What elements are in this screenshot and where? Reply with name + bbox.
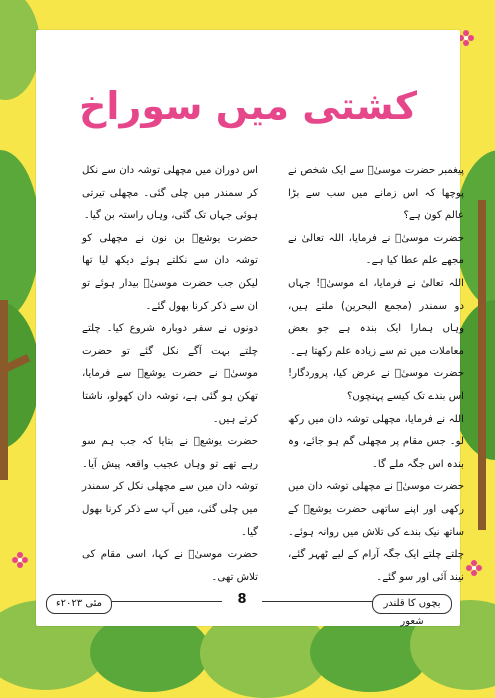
flower-icon	[466, 560, 482, 576]
paragraph: حضرت یوشعؑ نے بتایا کہ جب ہم سو رہے تھے تو وہاں عجیب واقعہ پیش آیا۔ توشہ دان میں سے مچھلی نکل کر سمندر میں چلی گئی، میں آپ سے ذکر کرنا بھول گیا۔	[82, 436, 258, 538]
paragraph: دونوں نے سفر دوبارہ شروع کیا۔ چلتے چلتے بہت آگے نکل گئے تو حضرت موسیٰؑ نے حضرت یوشعؑ سے فرمایا، تھکن ہو گئی ہے، توشہ دان کھولو، ناشتا کرتے ہیں۔	[82, 323, 258, 425]
paragraph: حضرت موسیٰؑ نے فرمایا، اللہ تعالیٰ نے مجھے علم عطا کیا ہے۔	[288, 232, 464, 267]
page-number: 8	[222, 592, 262, 607]
issue-date: مئی ۲۰۲۳ء	[46, 594, 112, 614]
text-column-right	[288, 160, 464, 589]
paragraph: حضرت یوشعؑ بن نون نے مچھلی کو توشہ دان سے نکلتے ہوئے دیکھ لیا تھا لیکن جب حضرت موسیٰؑ بیدار ہوئے تو ان سے ذکر کرنا بھول گئے۔	[82, 232, 258, 312]
paragraph: پیغمبر حضرت موسیٰؑ سے ایک شخص نے پوچھا کہ اس زمانے میں سب سے بڑا عالم کون ہے؟	[288, 165, 464, 222]
flower-icon	[12, 552, 28, 568]
paragraph: حضرت موسیٰؑ نے عرض کیا، پروردگار! اس بندے تک کیسے پہنچوں؟	[288, 368, 464, 402]
paragraph: اللہ نے فرمایا، مچھلی توشہ دان میں رکھ لو۔ جس مقام پر مچھلی گم ہو جائے، وہ بندہ اس جگہ ملے گا۔	[288, 413, 464, 470]
flower-icon	[458, 30, 474, 46]
paragraph: حضرت موسیٰؑ نے مچھلی توشہ دان میں رکھی اور اپنے ساتھی حضرت یوشعؑ کے ساتھ نیک بندے کی تلاش میں روانہ ہوئے۔ چلتے چلتے ایک جگہ آرام کے لیے ٹھہر گئے، نیند آئی اور سو گئے۔	[288, 481, 464, 583]
paragraph: حضرت موسیٰؑ نے کہا، اسی مقام کی تلاش تھی۔	[82, 549, 258, 583]
paragraph: اللہ تعالیٰ نے فرمایا، اے موسیٰؑ! جہاں دو سمندر (مجمع البحرین) ملتے ہیں، وہاں ہمارا ایک بندہ ہے جو بعض معاملات میں تم سے زیادہ علم رکھتا ہے۔	[288, 277, 464, 357]
paragraph: اس دوران میں مچھلی توشہ دان سے نکل کر سمندر میں چلی گئی۔ مچھلی تیرتی ہوئی جہاں تک گئی، وہاں راستہ بن گیا۔	[82, 165, 258, 222]
story-page	[36, 30, 464, 626]
text-column-left	[82, 160, 258, 589]
magazine-name: بچوں کا قلندر شعور	[372, 594, 452, 614]
story-title: کشتی میں سوراخ	[79, 84, 417, 128]
